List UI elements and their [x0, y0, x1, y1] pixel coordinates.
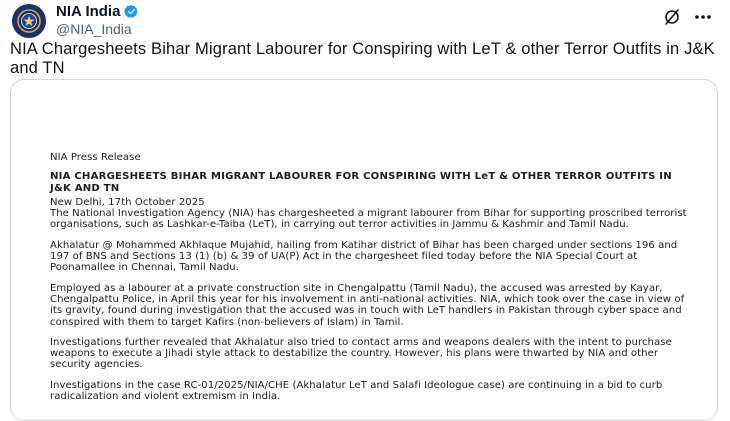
document-paragraph: Investigations in the case RC-01/2025/NIA/CHE (Akhalatur LeT and Salafi Ideologue case) are continuing in a bid to curb radicalization and violent extremism in India.	[50, 379, 663, 403]
more-options-icon[interactable]	[692, 7, 714, 27]
nia-emblem-icon	[16, 8, 42, 34]
account-handle[interactable]: @NIA_India	[56, 21, 132, 37]
display-name[interactable]: NIA India	[56, 3, 121, 20]
document-paragraph: Investigations further revealed that Akhalatur also tried to contact arms and weapons dealers with the intent to purchase weapons to execute a Jihadi style attack to destabilize the country. However, his plans were thwarted by NIA and other security agencies.	[50, 336, 672, 371]
document-paragraph: Employed as a labourer at a private construction site in Chengalpattu (Tamil Nadu), the accused was arrested by Kayar, Chengalpattu Police, in April this year for his involvement in anti-national activities. NIA, which took over the case in view of its gravity, found during investigation that the accused was in touch with LeT handlers in Pakistan through cyber space and conspired with them to target Kafirs (non-believers of Islam) in Tamil.	[50, 282, 685, 328]
name-row	[56, 3, 139, 20]
press-release-document	[50, 152, 690, 411]
post-header	[12, 2, 718, 36]
document-dateline: New Delhi, 17th October 2025	[50, 196, 205, 208]
attached-image[interactable]	[10, 79, 718, 421]
document-headline: NIA CHARGESHEETS BIHAR MIGRANT LABOURER FOR CONSPIRING WITH LeT & OTHER TERROR OUTFITS IN J&K AND TN	[50, 171, 672, 194]
post-text: NIA Chargesheets Bihar Migrant Labourer for Conspiring with LeT & other Terror Outfits in J&K and TN	[10, 40, 715, 77]
verified-badge-icon	[124, 4, 139, 19]
document-label: NIA Press Release	[50, 152, 141, 163]
document-paragraph: The National Investigation Agency (NIA) has chargesheeted a migrant labourer from Bihar for supporting proscribed terrorist organisations, such as Lashkar-e-Taiba (LeT), in carrying out terror activities in Jammu & Kashmir and Tamil Nadu.	[50, 208, 687, 231]
document-paragraph: Akhalatur @ Mohammed Akhlaque Mujahid, hailing from Katihar district of Bihar has been charged under sections 196 and 197 of BNS and Sections 13 (1) (b) & 39 of UA(P) Act in the chargesheet filed today before the NIA Special Court at Poonamallee in Chennai, Tamil Nadu.	[50, 239, 678, 274]
grok-icon[interactable]	[662, 7, 682, 27]
avatar[interactable]	[12, 4, 46, 38]
